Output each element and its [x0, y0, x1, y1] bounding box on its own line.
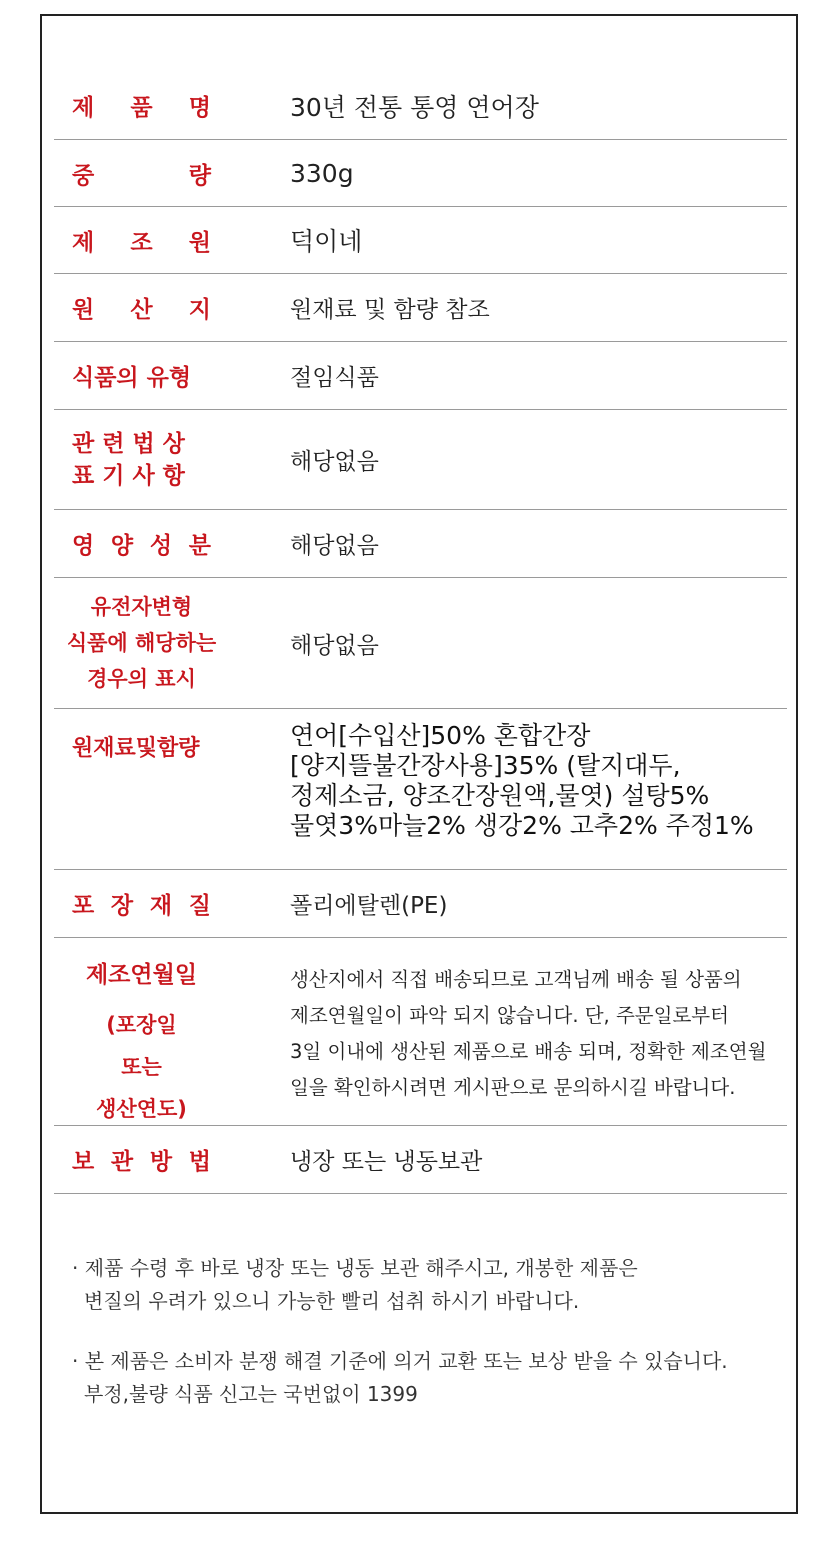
label-storage: 보 관 방 법 [72, 1149, 211, 1175]
value-storage: 냉장 또는 냉동보관 [290, 1149, 483, 1175]
row-origin [54, 274, 787, 342]
row-storage [54, 1126, 787, 1194]
label-origin: 원 산 지 [72, 297, 211, 323]
value-legal-notice: 해당없음 [290, 449, 379, 475]
notes-section [72, 1252, 784, 1438]
note-storage-advice [72, 1252, 784, 1318]
value-manufacturer: 덕이네 [290, 227, 363, 256]
row-packaging [54, 870, 787, 938]
product-info-table [54, 72, 787, 1194]
row-legal-notice [54, 410, 787, 510]
label-food-type: 식품의 유형 [72, 365, 192, 391]
value-nutrition: 해당없음 [290, 533, 379, 559]
label-packaging: 포 장 재 질 [72, 893, 211, 919]
note-line: · 본 제품은 소비자 분쟁 해결 기준에 의거 교환 또는 보상 받을 수 있습니다. [72, 1349, 728, 1373]
note-line: 변질의 우려가 있으니 가능한 빨리 섭취 하시기 바랍니다. [84, 1289, 580, 1313]
note-consumer-dispute [72, 1345, 784, 1411]
label-product-name: 제 품 명 [72, 95, 211, 121]
label-manufacture-date: 제조연월일 (포장일 또는 생산연도) [85, 962, 198, 1121]
row-weight [54, 140, 787, 207]
value-product-name: 30년 전통 통영 연어장 [290, 92, 539, 122]
label-nutrition: 영 양 성 분 [72, 533, 211, 559]
label-weight: 중 량 [72, 162, 211, 189]
value-manufacture-date: 생산지에서 직접 배송되므로 고객님께 배송 될 상품의 제조연월일이 파악 되지 않습니다. 단, 주문일로부터 3일 이내에 생산된 제품으로 배송 되며, 정확한 제조연월 일을 확인하시려면 게시판으로 문의하시길 바랍니다. [290, 967, 767, 1099]
row-product-name [54, 72, 787, 140]
label-manufacturer: 제 조 원 [72, 229, 211, 256]
label-gmo: 유전자변형 식품에 해당하는 경우의 표시 [66, 595, 217, 691]
value-packaging: 폴리에탈렌(PE) [290, 893, 448, 919]
row-manufacture-date [54, 938, 787, 1126]
row-food-type [54, 342, 787, 410]
row-gmo [54, 578, 787, 709]
value-origin: 원재료 및 함량 참조 [290, 297, 490, 323]
value-food-type: 절임식품 [290, 365, 379, 391]
note-line: · 제품 수령 후 바로 냉장 또는 냉동 보관 해주시고, 개봉한 제품은 [72, 1256, 638, 1280]
row-nutrition [54, 510, 787, 578]
value-weight: 330g [290, 158, 354, 188]
note-line: 부정,불량 식품 신고는 국번없이 1399 [84, 1382, 418, 1406]
label-legal-notice: 관 련 법 상 표 기 사 항 [72, 430, 185, 489]
label-ingredients: 원재료및함량 [72, 736, 200, 761]
value-ingredients: 연어[수입산]50% 혼합간장[양지뜰불간장사용]35% (탈지대두, 정제소금, 양조간장원액,물엿) 설탕5% 물엿3%마늘2% 생강2% 고추2% 주정1% [290, 721, 754, 840]
row-ingredients [54, 709, 787, 870]
value-gmo: 해당없음 [290, 632, 379, 659]
row-manufacturer [54, 207, 787, 274]
